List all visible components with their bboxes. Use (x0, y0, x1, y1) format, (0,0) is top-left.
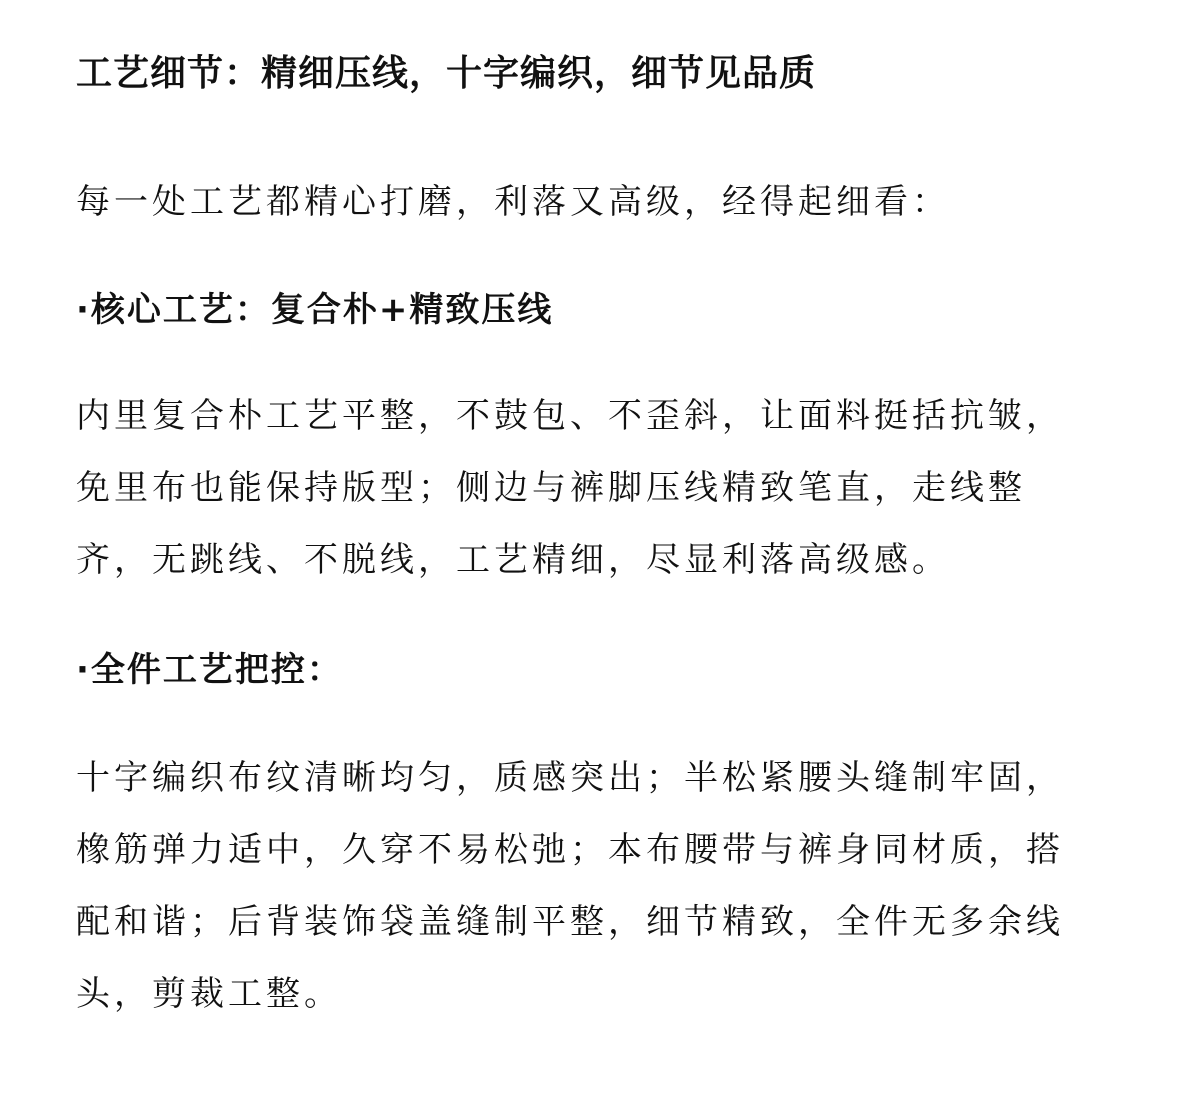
intro-text: 每一处工艺都精心打磨，利落又高级，经得起细看： (76, 182, 950, 222)
body-line: 内里复合朴工艺平整，不鼓包、不歪斜，让面料挺括抗皱， (76, 396, 1064, 436)
body-line: 免里布也能保持版型；侧边与裤脚压线精致笔直，走线整 (76, 468, 1026, 508)
page-title: 工艺细节：精细压线，十字编织，细节见品质 (76, 53, 817, 94)
body-line: 齐，无跳线、不脱线，工艺精细，尽显利落高级感。 (76, 540, 950, 580)
section-heading-core-craft: ·核心工艺：复合朴+精致压线 (76, 290, 554, 330)
body-line: 头，剪裁工整。 (76, 974, 342, 1014)
body-line: 十字编织布纹清晰均匀，质感突出；半松紧腰头缝制牢固， (76, 758, 1064, 798)
section-body-full-control (76, 742, 1136, 1030)
section-body-core-craft (76, 380, 1136, 596)
body-line: 橡筋弹力适中，久穿不易松弛；本布腰带与裤身同材质，搭 (76, 830, 1064, 870)
section-heading-full-control: ·全件工艺把控： (76, 650, 343, 690)
body-line: 配和谐；后背装饰袋盖缝制平整，细节精致，全件无多余线 (76, 902, 1064, 942)
